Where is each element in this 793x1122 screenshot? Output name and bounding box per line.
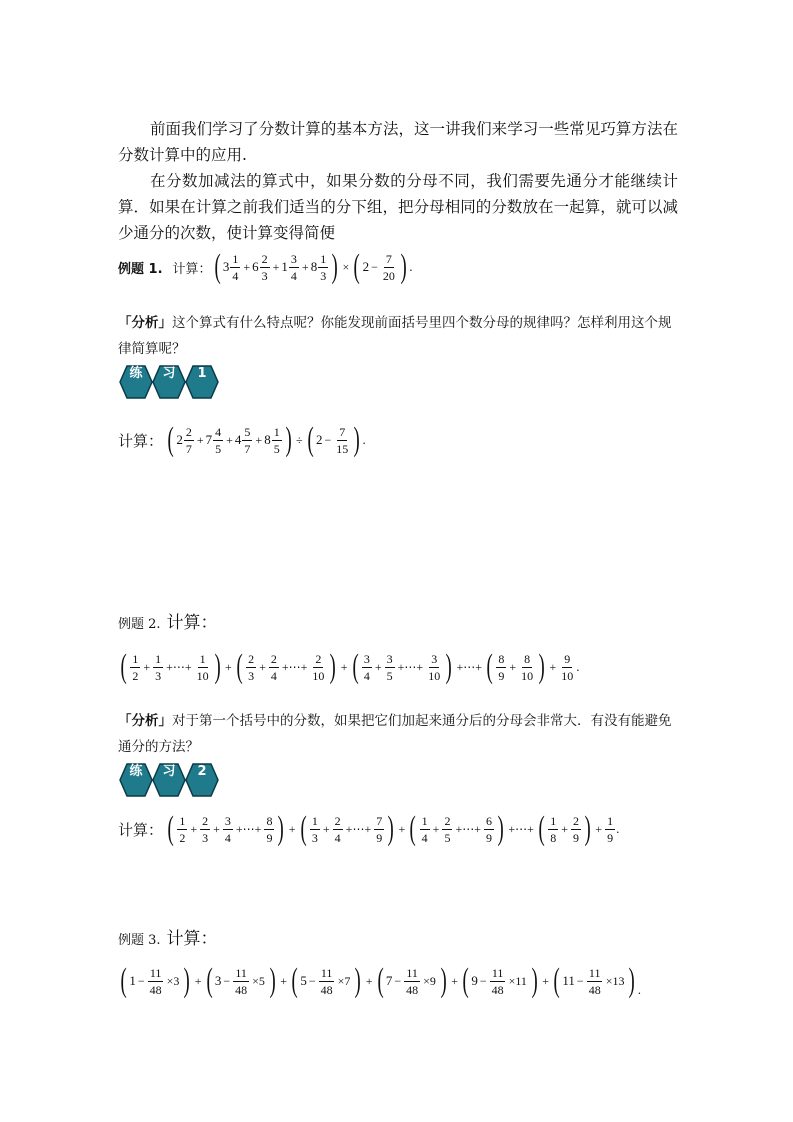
example-3-title [118,924,218,949]
example-2-expression: ( $\frac{1}{2}$ + $\frac{1}{3}$ +⋯+ $\frac{1}{10}$ ) + ( $\frac{2}{3}$ + $\frac{2}{4}$ +⋯+ $\frac{2}{10}$ ) + ( $\frac{3}{4}$ + $\frac{3}{5}$ +⋯+ $\frac{3}{10}$ ) +⋯+ ( $\frac{8}{9}$ + $\frac{8}{10}$ ) + $\frac{9}{10}$ . [120,648,580,685]
analysis-tag: 「分析」 [118,713,172,729]
intro-section [118,116,678,246]
practice-1-expression: 计算： ( 2 $\frac{2}{7}$ + 7 $\frac{4}{5}$ + 4 $\frac{5}{7}$ + 8 $\frac{1}{5}$ ) ÷ ( 2 − $\frac{7}{15}$ ) . [118,421,366,458]
example-1-analysis [118,310,678,362]
practice-2-prefix: 计算： [118,822,164,839]
practice-1-prefix: 计算： [118,433,164,450]
practice-1-badge [118,364,222,400]
example-3-label: 例题 3. [118,933,161,948]
badge-char-3: 1 [197,366,207,381]
example-2-prefix: 计算： [166,613,218,633]
analysis-text: 这个算式有什么特点呢？你能发现前面括号里四个数分母的规律吗？怎样利用这个规律简算呢？ [118,315,672,357]
example-2-title [118,608,218,633]
intro-paragraph-1: 前面我们学习了分数计算的基本方法，这一讲我们来学习一些常见巧算方法在分数计算中的应用. [118,120,678,164]
badge-char-2: 习 [162,366,176,381]
practice-2-badge [118,762,222,798]
analysis-tag: 「分析」 [118,315,172,331]
practice-2-expression: 计算： ( $\frac{1}{2}$ + $\frac{2}{3}$ + $\frac{3}{4}$ +⋯+ $\frac{8}{9}$ ) + ( $\frac{1}{3}$ + $\frac{2}{4}$ +⋯+ $\frac{7}{9}$ ) + ( $\frac{1}{4}$ + $\frac{2}{5}$ +⋯+ $\frac{6}{9}$ ) +⋯+ ( $\frac{1}{8}$ + $\frac{2}{9}$ ) + $\frac{1}{9}$ . [118,810,620,847]
analysis-text: 对于第一个括号中的分数，如果把它们加起来通分后的分母会非常大．有没有能避免通分的方法？ [118,713,672,755]
badge-char-1: 练 [129,366,143,381]
example-2-analysis [118,708,678,760]
badge-char-1: 练 [129,764,143,779]
example-3-expression: ( 1 − $\frac{11}{48}$ ×3 ) + ( 3 − $\frac{11}{48}$ ×5 ) + ( 5 − $\frac{11}{48}$ ×7 ) + ( 7 − $\frac{11}{48}$ ×9 ) + ( 9 − $\frac{11}{48}$ ×11 ) + ( 11 − $\frac{11}{48}$ ×13 ) . [120,962,642,999]
badge-char-3: 2 [197,764,207,779]
example-1-prefix: 计算： [172,260,212,276]
intro-paragraph-2: 在分数加减法的算式中，如果分数的分母不同，我们需要先通分才能继续计算．如果在计算之前我们适当的分下组，把分母相同的分数放在一起算，就可以减少通分的次数，使计算变得简便 [118,172,678,242]
example-1-label: 例题 1. [118,261,163,277]
example-1-expression: 例题 1. 计算： ( 3 $\frac{1}{4}$ + 6 $\frac{2}{3}$ + 1 $\frac{3}{4}$ + 8 $\frac{1}{3}$ ) × ( 2 − $\frac{7}{20}$ ) . [118,248,413,285]
example-3-prefix: 计算： [166,929,218,949]
example-2-label: 例题 2. [118,617,161,632]
badge-char-2: 习 [162,764,176,779]
